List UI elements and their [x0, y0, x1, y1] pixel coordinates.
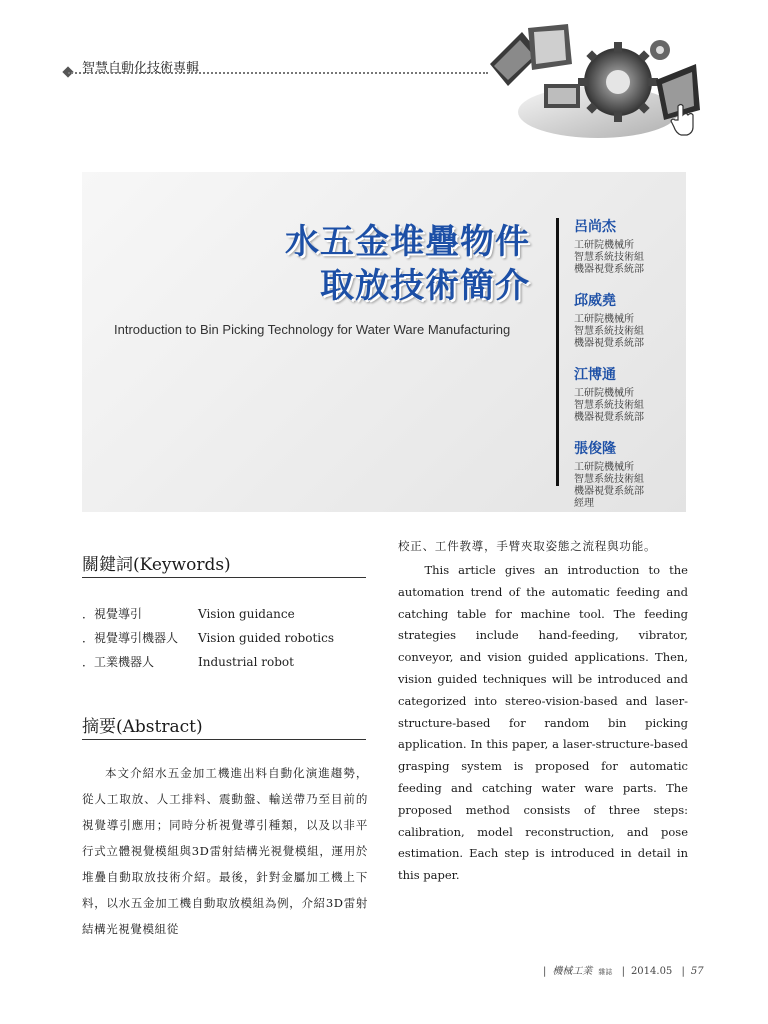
author-name: 張俊隆	[574, 441, 616, 457]
title-author-divider	[556, 218, 559, 486]
author-affiliation: 智慧系統技術組	[574, 400, 644, 411]
keyword-row	[82, 602, 334, 626]
series-title: 智慧自動化技術專輯	[82, 61, 200, 76]
keyword-zh: ．視覺導引	[82, 607, 143, 621]
magazine-name: 機械工業	[552, 966, 593, 977]
author-name: 呂尚杰	[574, 219, 616, 235]
keyword-en: Vision guided robotics	[198, 631, 334, 645]
article-title-en: Introduction to Bin Picking Technology for Water Ware Manufacturing	[114, 322, 511, 337]
page-footer: | 機械工業 雜誌 | 2014.05 | 57	[543, 966, 704, 977]
header-decoration-graphic	[488, 24, 702, 142]
author-block	[574, 438, 686, 510]
abstract-zh-text: 本文介紹水五金加工機進出料自動化演進趨勢，從人工取放、人工排料、震動盤、輸送帶乃至目前的視覺導引應用；同時分析視覺導引種類，以及以非平行式立體視覺模組與3D雷射結構光視覺模組，運用於堆疊自動取放技術介紹。最後，針對金屬加工機上下料，以水五金加工機自動取放模組為例，介紹3D雷射結構光視覺模組從	[82, 766, 368, 936]
author-title: 經理	[574, 498, 594, 509]
author-affiliation: 智慧系統技術組	[574, 326, 644, 337]
abstract-heading: 摘要(Abstract)	[82, 712, 366, 740]
abstract-zh-continued: 校正、工件教導，手臂夾取姿態之流程與功能。	[398, 539, 657, 553]
author-affiliation: 機器視覺系統部	[574, 412, 644, 423]
author-name: 邱威堯	[574, 293, 616, 309]
author-affiliation: 工研院機械所	[574, 314, 634, 325]
magazine-suffix: 雜誌	[598, 968, 613, 976]
gear-icon	[578, 42, 658, 122]
author-list	[574, 216, 686, 524]
keywords-heading: 關鍵詞(Keywords)	[82, 550, 366, 578]
author-affiliation: 機器視覺系統部	[574, 486, 644, 497]
author-affiliation: 工研院機械所	[574, 240, 634, 251]
keyword-en: Industrial robot	[198, 655, 294, 669]
author-name: 江博通	[574, 367, 616, 383]
page-number: 57	[690, 966, 704, 977]
article-title-line1: 水五金堆疊物件	[285, 222, 530, 262]
author-affiliation: 工研院機械所	[574, 462, 634, 473]
author-affiliation: 工研院機械所	[574, 388, 634, 399]
author-affiliation: 智慧系統技術組	[574, 474, 644, 485]
keyword-row	[82, 626, 334, 650]
author-affiliation: 機器視覺系統部	[574, 264, 644, 275]
author-block	[574, 364, 686, 424]
issue-date: 2014.05	[630, 966, 673, 977]
article-title-zh	[230, 220, 530, 308]
author-affiliation: 機器視覺系統部	[574, 338, 644, 349]
abstract-en-text: This article gives an introduction to the automation trend of the automatic feeding and catching table for machine tool. The feeding strategies include hand-feeding, vibrator, conveyor, and vision guided applications. Then, vision guided techniques will be introduced and categorized into stereo-vision-based and laser-structure-based for random bin picking application. In this paper, a laser-structure-based grasping system is proposed for automatic feeding and catching water ware parts. The proposed method consists of three steps: calibration, model reconstruction, and pose estimation. Each step is introduced in detail in this paper.	[398, 563, 688, 883]
article-title-line2: 取放技術簡介	[320, 266, 530, 306]
header-dotted-line	[68, 72, 488, 74]
keyword-row	[82, 650, 334, 674]
keyword-zh: ．工業機器人	[82, 655, 155, 669]
keyword-zh: ．視覺導引機器人	[82, 631, 179, 645]
keywords-list	[82, 602, 334, 674]
author-block	[574, 290, 686, 350]
author-block	[574, 216, 686, 276]
keyword-en: Vision guidance	[198, 607, 295, 621]
author-affiliation: 智慧系統技術組	[574, 252, 644, 263]
